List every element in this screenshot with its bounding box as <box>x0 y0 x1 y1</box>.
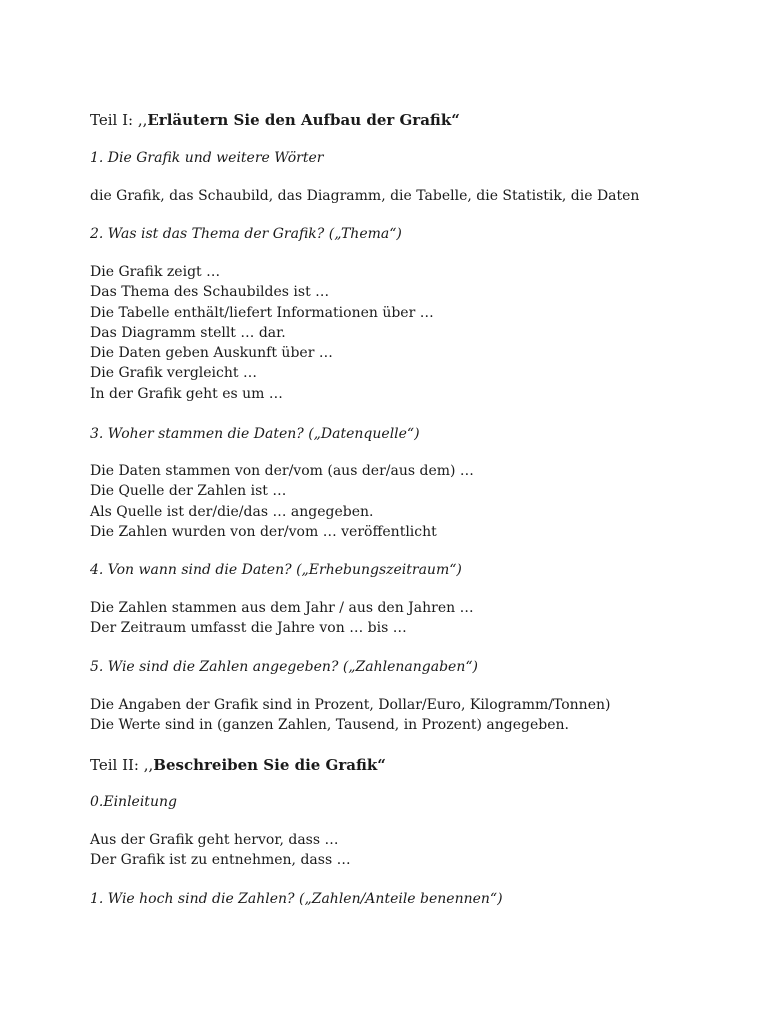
body-line: Die Tabelle enthält/liefert Informationen über … <box>90 304 434 321</box>
body-line: Die Daten geben Auskunft über … <box>90 345 333 362</box>
section-1-heading: 1. Die Grafik und weitere Wörter <box>90 150 324 166</box>
part-1-prefix: Teil I: ,, <box>90 111 148 129</box>
section-6-heading: 0.Einleitung <box>90 794 177 810</box>
part-1-close-quote: “ <box>451 111 460 129</box>
part-2-heading <box>90 755 386 775</box>
part-2-prefix: Teil II: ,, <box>90 756 154 774</box>
section-5-heading: 5. Wie sind die Zahlen angegeben? („Zahlenangaben“) <box>90 659 478 675</box>
body-line: In der Grafik geht es um … <box>90 385 283 402</box>
body-line: Die Werte sind in (ganzen Zahlen, Tausend, in Prozent) angegeben. <box>90 717 569 734</box>
body-line: Die Zahlen stammen aus dem Jahr / aus den Jahren … <box>90 600 474 616</box>
section-2-heading: 2. Was ist das Thema der Grafik? („Thema“) <box>90 226 402 242</box>
body-line: Der Zeitraum umfasst die Jahre von … bis … <box>90 620 407 637</box>
section-5-body <box>90 695 610 736</box>
section-7-heading: 1. Wie hoch sind die Zahlen? („Zahlen/Anteile benennen“) <box>90 891 503 907</box>
body-line: Das Thema des Schaubildes ist … <box>90 284 330 301</box>
body-line: Die Quelle der Zahlen ist … <box>90 483 287 500</box>
part-1-heading <box>90 110 460 130</box>
section-3-heading: 3. Woher stammen die Daten? („Datenquelle“) <box>90 426 420 442</box>
body-line: Die Grafik zeigt … <box>90 264 221 280</box>
body-line: Als Quelle ist der/die/das … angegeben. <box>90 503 374 520</box>
part-1-title: Erläutern Sie den Aufbau der Grafik <box>147 111 452 129</box>
section-4-heading: 4. Von wann sind die Daten? („Erhebungszeitraum“) <box>90 562 462 578</box>
body-line: Die Grafik vergleicht … <box>90 365 257 382</box>
section-6-body <box>90 830 351 871</box>
body-line: Das Diagramm stellt … dar. <box>90 324 286 341</box>
body-line: Die Daten stammen von der/vom (aus der/aus dem) … <box>90 463 474 479</box>
part-2-title: Beschreiben Sie die Grafik <box>153 756 378 774</box>
section-3-body <box>90 461 474 542</box>
section-4-body <box>90 598 474 639</box>
body-line: Aus der Grafik geht hervor, dass … <box>90 832 339 848</box>
section-2-body <box>90 262 434 404</box>
body-line: Die Angaben der Grafik sind in Prozent, Dollar/Euro, Kilogramm/Tonnen) <box>90 697 611 713</box>
part-2-close-quote: “ <box>377 756 386 774</box>
section-1-body <box>90 186 639 206</box>
body-line: die Grafik, das Schaubild, das Diagramm, die Tabelle, die Statistik, die Daten <box>90 188 640 204</box>
body-line: Der Grafik ist zu entnehmen, dass … <box>90 852 351 869</box>
body-line: Die Zahlen wurden von der/vom … veröffentlicht <box>90 523 437 540</box>
